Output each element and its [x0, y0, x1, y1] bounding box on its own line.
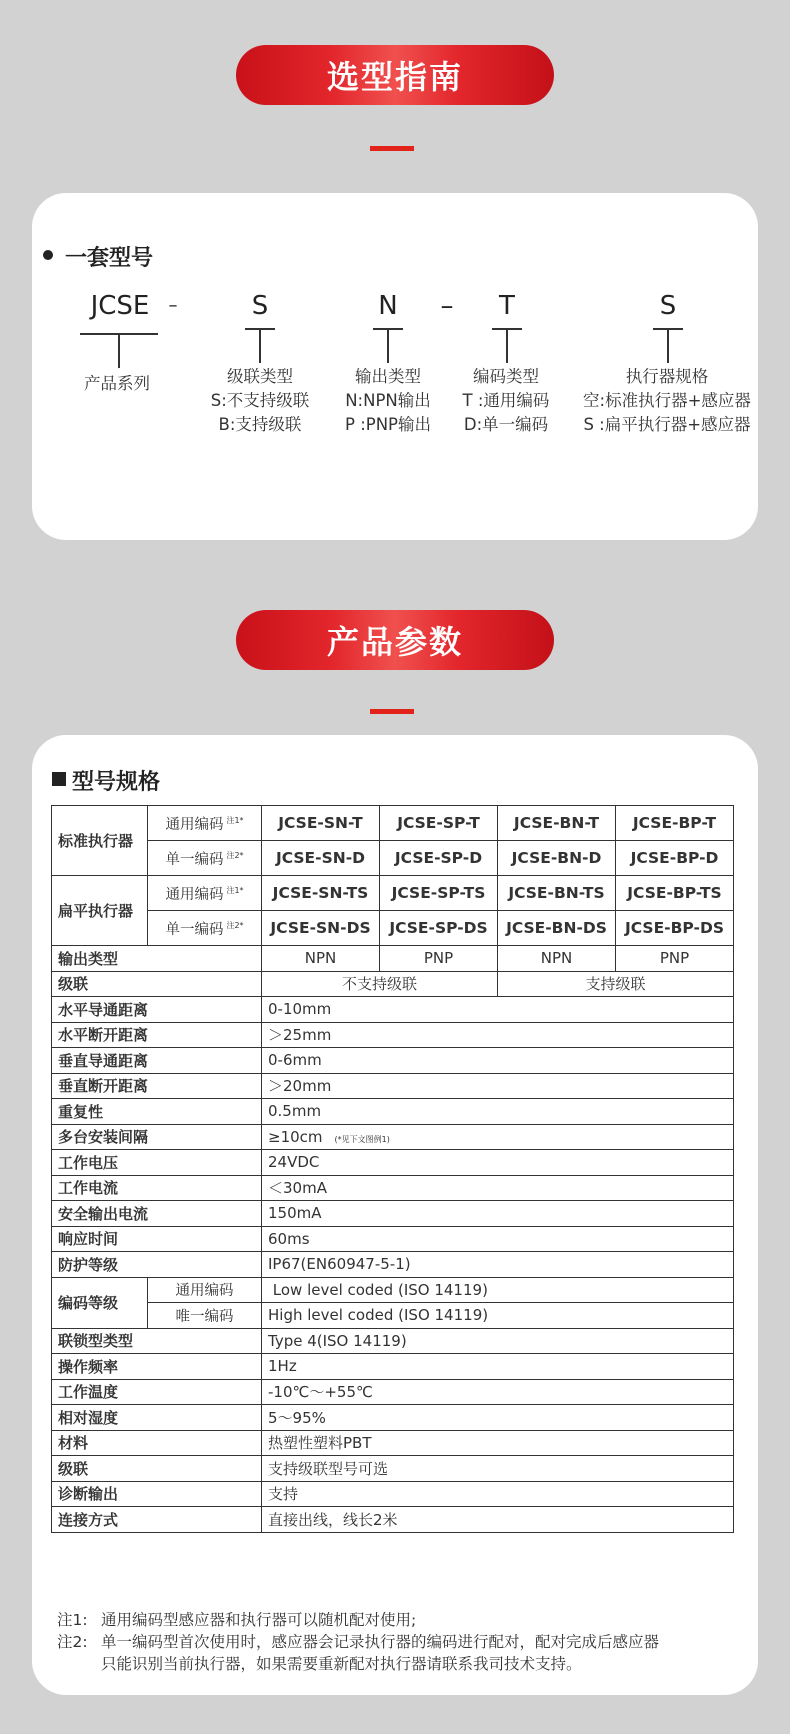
desc-actuator-std: 空:标准执行器+感应器 — [583, 391, 751, 410]
row-value: 60ms — [262, 1226, 734, 1252]
desc-actuator-title: 执行器规格 — [625, 367, 709, 386]
universal-label-text: 通用编码 — [165, 886, 224, 903]
desc-cascade-s: S:不支持级联 — [210, 391, 310, 410]
row-label: 工作电压 — [52, 1150, 262, 1176]
row-value: 支持级联型号可选 — [262, 1456, 734, 1482]
table-row — [52, 841, 734, 876]
table-row — [52, 1150, 734, 1176]
row-label: 垂直断开距离 — [52, 1073, 262, 1099]
bullet-dot — [43, 250, 53, 260]
table-row — [52, 1481, 734, 1507]
row-value: 0-10mm — [262, 997, 734, 1023]
table-row — [52, 1456, 734, 1482]
desc-encode — [458, 365, 554, 437]
note1-mark: 注1* — [226, 815, 244, 825]
row-label: 多台安装间隔 — [52, 1124, 262, 1150]
spacing-value-text: ≥10cm — [268, 1127, 323, 1146]
model-cell: JCSE-SN-DS — [262, 911, 380, 946]
connector-output-v — [387, 328, 389, 363]
desc-actuator-flat: S :扁平执行器+感应器 — [583, 415, 751, 434]
model-cell: JCSE-BP-DS — [616, 911, 734, 946]
row-value: ＜30mA — [262, 1175, 734, 1201]
row-value: 150mA — [262, 1201, 734, 1227]
note2-mark: 注2* — [226, 920, 244, 930]
note1-mark: 注1* — [226, 885, 244, 895]
row-label: 连接方式 — [52, 1507, 262, 1533]
model-cell: JCSE-SP-DS — [380, 911, 498, 946]
footnote-key: 注2: — [57, 1633, 88, 1651]
desc-actuator — [578, 365, 756, 437]
row-value: 1Hz — [262, 1354, 734, 1380]
table-row — [52, 1073, 734, 1099]
code-series: JCSE — [90, 291, 150, 321]
row-value: 0-6mm — [262, 1048, 734, 1074]
table-row — [52, 1354, 734, 1380]
model-cell: JCSE-BP-T — [616, 806, 734, 841]
table-row — [52, 1226, 734, 1252]
table-row — [52, 1405, 734, 1431]
code-dash-2: – — [440, 291, 454, 321]
connector-encode-v — [506, 328, 508, 363]
row-label: 垂直导通距离 — [52, 1048, 262, 1074]
desc-output-p: P :PNP输出 — [345, 415, 431, 434]
table-row — [52, 1379, 734, 1405]
desc-encode-d: D:单一编码 — [463, 415, 549, 434]
desc-cascade — [190, 365, 330, 437]
model-cell: JCSE-BP-D — [616, 841, 734, 876]
footnote-1 — [57, 1609, 659, 1631]
standard-actuator-label: 标准执行器 — [52, 806, 148, 876]
divider-dash-2 — [370, 709, 414, 714]
row-label: 相对湿度 — [52, 1405, 262, 1431]
desc-output — [338, 365, 438, 437]
output-cell: NPN — [262, 946, 380, 972]
row-value: IP67(EN60947-5-1) — [262, 1252, 734, 1278]
table-row — [52, 1252, 734, 1278]
code-actuator: S — [659, 291, 677, 321]
table-row — [52, 971, 734, 997]
spacing-value — [262, 1124, 734, 1150]
divider-dash — [370, 146, 414, 151]
output-cell: NPN — [498, 946, 616, 972]
encode-unique-label: 唯一编码 — [148, 1303, 262, 1329]
table-row — [52, 1430, 734, 1456]
encode-universal-value: Low level coded (ISO 14119) — [262, 1277, 734, 1303]
encode-universal-label: 通用编码 — [148, 1277, 262, 1303]
model-cell: JCSE-BN-TS — [498, 876, 616, 911]
row-value: 0.5mm — [262, 1099, 734, 1125]
table-row — [52, 1277, 734, 1303]
row-value: 24VDC — [262, 1150, 734, 1176]
spec-table — [51, 805, 734, 1533]
row-label: 材料 — [52, 1430, 262, 1456]
row-value: 直接出线，线长2米 — [262, 1507, 734, 1533]
table-row — [52, 1048, 734, 1074]
table-row — [52, 946, 734, 972]
table-row — [52, 1124, 734, 1150]
connector-cascade-v — [259, 328, 261, 363]
header-title: 选型指南 — [326, 58, 463, 96]
footnote-text: 通用编码型感应器和执行器可以随机配对使用; — [101, 1611, 417, 1629]
footnote-2 — [57, 1631, 659, 1653]
single-label-text: 单一编码 — [165, 851, 224, 868]
universal-code-label — [148, 876, 262, 911]
row-value: Type 4(ISO 14119) — [262, 1328, 734, 1354]
model-cell: JCSE-BP-TS — [616, 876, 734, 911]
row-label: 水平导通距离 — [52, 997, 262, 1023]
row-value: ＞25mm — [262, 1022, 734, 1048]
model-cell: JCSE-SN-TS — [262, 876, 380, 911]
header-title-2: 产品参数 — [326, 623, 463, 661]
row-label: 联锁型类型 — [52, 1328, 262, 1354]
desc-output-title: 输出类型 — [355, 367, 421, 386]
table-row — [52, 1099, 734, 1125]
desc-cascade-b: B:支持级联 — [218, 415, 302, 434]
model-cell: JCSE-BN-DS — [498, 911, 616, 946]
model-cell: JCSE-BN-D — [498, 841, 616, 876]
row-label: 重复性 — [52, 1099, 262, 1125]
table-row — [52, 876, 734, 911]
model-cell: JCSE-SN-D — [262, 841, 380, 876]
row-label: 响应时间 — [52, 1226, 262, 1252]
footnote-key: 注1: — [57, 1611, 88, 1629]
universal-label-text: 通用编码 — [165, 816, 224, 833]
row-label: 防护等级 — [52, 1252, 262, 1278]
single-code-label — [148, 911, 262, 946]
row-label: 安全输出电流 — [52, 1201, 262, 1227]
desc-cascade-title: 级联类型 — [227, 367, 293, 386]
row-label: 操作频率 — [52, 1354, 262, 1380]
square-bullet — [52, 772, 66, 786]
table-row — [52, 1303, 734, 1329]
desc-encode-title: 编码类型 — [473, 367, 539, 386]
model-cell: JCSE-SN-T — [262, 806, 380, 841]
row-label: 水平断开距离 — [52, 1022, 262, 1048]
table-row — [52, 997, 734, 1023]
connector-series-v — [118, 333, 120, 368]
table-row — [52, 1175, 734, 1201]
cascade-cell: 不支持级联 — [262, 971, 498, 997]
desc-series-line: 产品系列 — [84, 374, 150, 393]
table-row — [52, 1328, 734, 1354]
spec-title: 型号规格 — [72, 770, 161, 795]
footnote-key — [57, 1653, 101, 1675]
footnotes — [57, 1609, 659, 1675]
note2-mark: 注2* — [226, 850, 244, 860]
row-label: 工作温度 — [52, 1379, 262, 1405]
row-label: 级联 — [52, 1456, 262, 1482]
code-output: N — [378, 291, 398, 321]
table-row — [52, 1201, 734, 1227]
table-row — [52, 1022, 734, 1048]
header-pill-selection-guide — [236, 45, 554, 105]
model-cell: JCSE-SP-T — [380, 806, 498, 841]
footnote-text: 单一编码型首次使用时，感应器会记录执行器的编码进行配对，配对完成后感应器 — [101, 1633, 660, 1651]
universal-code-label — [148, 806, 262, 841]
single-code-label — [148, 841, 262, 876]
footnote-2-cont — [57, 1653, 659, 1675]
code-cascade: S — [251, 291, 269, 321]
encode-level-label: 编码等级 — [52, 1277, 148, 1328]
code-encode: T — [499, 291, 515, 321]
row-value: ＞20mm — [262, 1073, 734, 1099]
footnote-text: 只能识别当前执行器，如果需要重新配对执行器请联系我司技术支持。 — [101, 1655, 582, 1673]
encode-unique-value: High level coded (ISO 14119) — [262, 1303, 734, 1329]
code-dash-1: – — [168, 295, 178, 316]
model-cell: JCSE-BN-T — [498, 806, 616, 841]
row-value: -10℃～+55℃ — [262, 1379, 734, 1405]
output-type-label: 输出类型 — [52, 946, 262, 972]
model-cell: JCSE-SP-TS — [380, 876, 498, 911]
connector-actuator-v — [667, 328, 669, 363]
row-value: 5～95% — [262, 1405, 734, 1431]
desc-output-n: N:NPN输出 — [345, 391, 431, 410]
desc-encode-t: T :通用编码 — [462, 391, 550, 410]
spacing-note: (*见下文图例1) — [334, 1134, 390, 1144]
cascade-cell: 支持级联 — [498, 971, 734, 997]
table-row — [52, 911, 734, 946]
row-label: 工作电流 — [52, 1175, 262, 1201]
model-cell: JCSE-SP-D — [380, 841, 498, 876]
output-cell: PNP — [616, 946, 734, 972]
model-code-title: 一套型号 — [65, 246, 154, 271]
row-label: 诊断输出 — [52, 1481, 262, 1507]
single-label-text: 单一编码 — [165, 921, 224, 938]
cascade-label: 级联 — [52, 971, 262, 997]
row-value: 热塑性塑料PBT — [262, 1430, 734, 1456]
table-row — [52, 1507, 734, 1533]
flat-actuator-label: 扁平执行器 — [52, 876, 148, 946]
row-value: 支持 — [262, 1481, 734, 1507]
table-row — [52, 806, 734, 841]
output-cell: PNP — [380, 946, 498, 972]
desc-series — [84, 372, 150, 396]
header-pill-product-params — [236, 610, 554, 670]
